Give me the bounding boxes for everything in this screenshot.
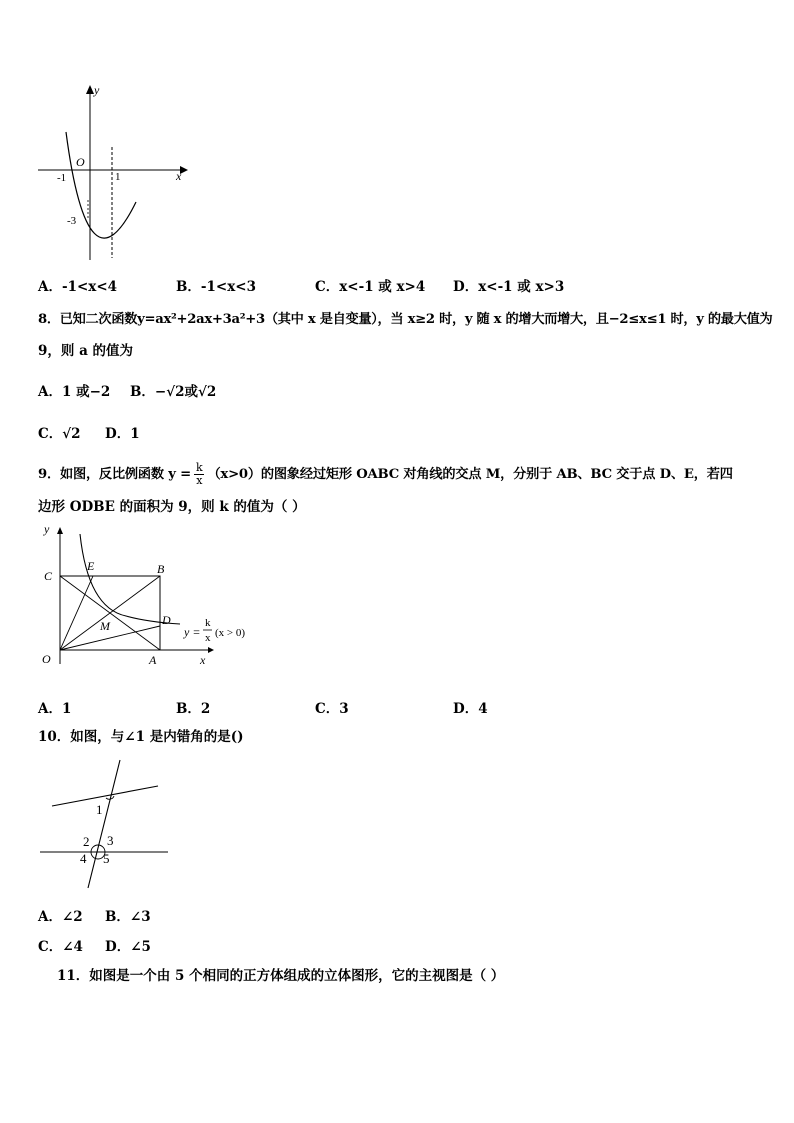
fig10-label-1: 1 xyxy=(96,802,103,817)
q8-option-a[interactable]: A．1 或−2 xyxy=(38,384,111,400)
q10-option-c[interactable]: C．∠4 xyxy=(38,939,83,955)
q11-stem: 11．如图是一个由 5 个相同的正方体组成的立体图形，它的主视图是（ ） xyxy=(57,968,505,984)
fig10-label-4: 4 xyxy=(80,851,87,866)
q9-option-d[interactable]: D．4 xyxy=(453,701,488,717)
fig7-tick-1: 1 xyxy=(115,171,121,183)
q8-stem-line2: 9，则 a 的值为 xyxy=(38,343,134,359)
q7-parabola-figure xyxy=(30,80,200,265)
fig7-y-label: y xyxy=(94,83,100,97)
q9-option-a[interactable]: A．1 xyxy=(38,701,72,717)
fig9-y-label: y xyxy=(44,522,50,536)
q10-option-d[interactable]: D．∠5 xyxy=(105,939,151,955)
q9-fraction: $\frac{k}{x}$ xyxy=(195,461,203,487)
q9-option-c[interactable]: C．3 xyxy=(315,701,349,717)
fig9-label-b: B xyxy=(157,562,165,576)
fig7-tick-neg1: -1 xyxy=(57,172,67,184)
q10-option-b[interactable]: B．∠3 xyxy=(105,909,151,925)
fig9-curve-label: y = xyxy=(184,625,201,639)
fig9-label-m: M xyxy=(100,619,110,633)
q8-option-d[interactable]: D．1 xyxy=(105,426,140,442)
q10-option-a[interactable]: A．∠2 xyxy=(38,909,83,925)
fig10-label-5: 5 xyxy=(103,851,110,866)
q7-option-c[interactable]: C．x<-1 或 x>4 xyxy=(315,279,426,295)
q10-angles-figure xyxy=(36,756,176,891)
fig9-label-o: O xyxy=(42,652,51,666)
q8-stem-line1: 8．已知二次函数y=ax²+2ax+3a²+3（其中 x 是自变量），当 x≥2 时，y 随 x 的增大而增大，且−2≤x≤1 时，y 的最大值为 xyxy=(38,312,773,327)
q7-option-b[interactable]: B．-1<x<3 xyxy=(176,279,256,295)
q8-option-b[interactable]: B．−√2或√2 xyxy=(130,384,217,400)
q7-option-d[interactable]: D．x<-1 或 x>3 xyxy=(453,279,565,295)
fig10-label-2: 2 xyxy=(83,834,90,849)
q9-rectangle-figure xyxy=(38,518,268,670)
q10-stem: 10．如图，与∠1 是内错角的是() xyxy=(38,729,244,745)
fig9-curve-cond: (x > 0) xyxy=(215,627,246,639)
fig7-origin: O xyxy=(76,155,85,169)
q9-stem-line1: 9．如图，反比例函数 y = $\frac{k}{x}$ （x>0）的图象经过矩形 OABC 对角线的交点 M，分别于 AB、BC 交于点 D、E，若四 xyxy=(38,461,733,487)
fig9-label-a: A xyxy=(149,653,157,667)
fig9-label-d: D xyxy=(162,613,171,627)
fig9-curve-num: k xyxy=(205,617,211,629)
fig7-tick-neg3: -3 xyxy=(67,215,77,227)
q9-option-b[interactable]: B．2 xyxy=(176,701,211,717)
q7-option-a[interactable]: A．-1<x<4 xyxy=(38,279,118,295)
fig9-label-c: C xyxy=(44,569,53,583)
q9-stem-line2: 边形 ODBE 的面积为 9，则 k 的值为（ ） xyxy=(38,499,306,515)
fig9-x-label: x xyxy=(200,653,206,667)
fig7-x-label: x xyxy=(176,169,182,183)
fig9-curve-den: x xyxy=(205,632,211,644)
q8-option-c[interactable]: C．√2 xyxy=(38,426,81,442)
fig10-label-3: 3 xyxy=(107,833,114,848)
fig9-label-e: E xyxy=(87,559,95,573)
